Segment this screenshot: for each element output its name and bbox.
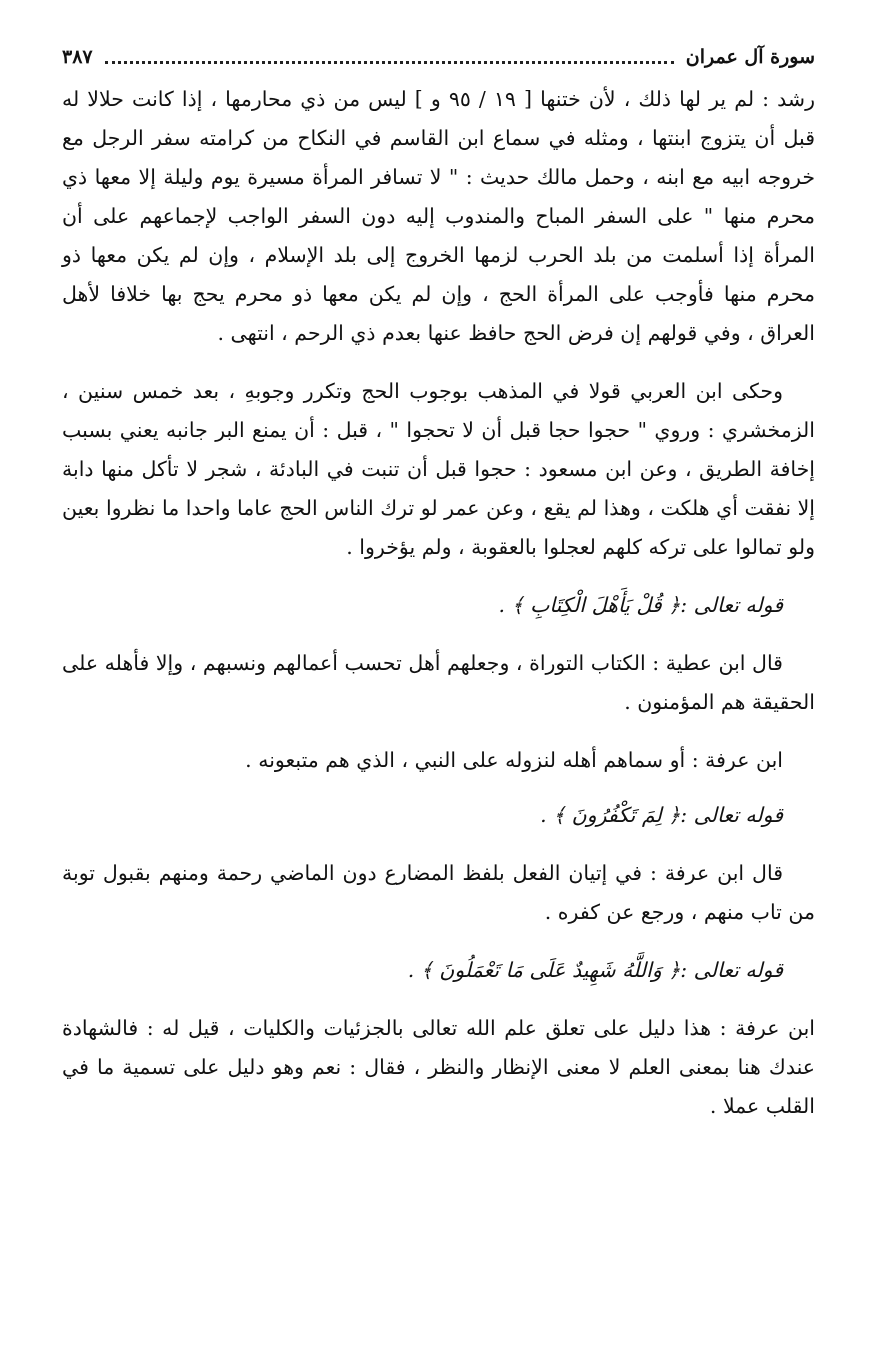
verse-heading-wallahu-shahid: قوله تعالى :﴿ وَاللَّهُ شَهِيدٌ عَلَى مَا تَعْمَلُونَ ﴾ . xyxy=(407,958,783,982)
header-dot-leader xyxy=(105,51,674,64)
verse-heading-lima-takfurun: قوله تعالى :﴿ لِمَ تَكْفُرُونَ ﴾ . xyxy=(540,803,783,827)
page-number: ٣٨٧ xyxy=(62,46,93,68)
paragraph-rushd-quote: رشد : لم ير لها ذلك ، لأن ختنها [ ١٩ / ٩٥ و ] ليس من ذي محارمها ، إذا كانت حلالا له قبل أن يتزوج ابنتها ، ومثله في سماع ابن القاسم في النكاح من كرامته سفر الرجل مع خروجه ابيه مع ابنه ، وحمل مالك حديث : " لا تسافر المرأة مسيرة يوم وليلة إلا معها ذي محرم منها " على السفر المباح والمندوب إليه دون السفر الواجب لإجماعهم على أن المرأة إذا أسلمت من بلد الحرب لزمها الخروج إلى بلد الإسلام ، وإن لم يكن معها ذو محرم منها فأوجب على المرأة الحج ، وإن لم يكن معها ذو محرم يحج بها خلافا لأهل العراق ، وفي قولهم إن فرض الحج حافظ عنها بعدم ذي الرحم ، انتهى . xyxy=(62,87,815,345)
paragraph-ibn-arafa-3: ابن عرفة : هذا دليل على تعلق علم الله تعالى بالجزئيات والكليات ، قيل له : فالشهادة عندك هنا بمعنى العلم لا معنى الإنظار والنظر ، فقال : نعم وهو دليل على تسمية ما في القلب عملا . xyxy=(62,1016,815,1118)
running-header xyxy=(62,40,815,74)
paragraph-gap xyxy=(62,722,815,741)
paragraph-gap xyxy=(62,353,815,372)
paragraph-gap xyxy=(62,835,815,854)
verse-heading-ahl-al-kitab: قوله تعالى :﴿ قُلْ يَأَهْلَ الْكِتَابِ ﴾ . xyxy=(498,593,783,617)
paragraph-gap xyxy=(62,625,815,644)
surah-title: سورة آل عمران xyxy=(685,46,815,68)
paragraph-ibn-arabi: وحكى ابن العربي قولا في المذهب بوجوب الحج وتكرر وجوبهِ ، بعد خمس سنين ، الزمخشري : وروي " حجوا حجا قبل أن لا تحجوا " ، قبل : أن يمنع البر جانبه يعني بسبب إخافة الطريق ، وعن ابن مسعود : حجوا قبل أن تنبت في البادئة ، شجر لا تأكل منها دابة إلا نفقت أي هلكت ، وهذا لم يقع ، وعن عمر لو ترك الناس الحج عاما واحدا ما نظروا بعين ولو تمالوا على تركه كلهم لعجلوا بالعقوبة ، ولم يؤخروا . xyxy=(62,379,815,559)
paragraph-ibn-atiyya: قال ابن عطية : الكتاب التوراة ، وجعلهم أهل تحسب أعمالهم ونسبهم ، وإلا فأهله على الحقيقة هم المؤمنون . xyxy=(62,651,815,714)
paragraph-gap xyxy=(62,990,815,1009)
paragraph-gap xyxy=(62,567,815,586)
paragraph-ibn-arafa-2: قال ابن عرفة : في إتيان الفعل بلفظ المضارع دون الماضي رحمة ومنهم بقبول توبة من تاب منهم ، ورجع عن كفره . xyxy=(62,861,815,924)
paragraph-ibn-arafa-1: ابن عرفة : أو سماهم أهله لنزوله على النبي ، الذي هم متبعونه . xyxy=(245,748,783,772)
paragraph-gap xyxy=(62,932,815,951)
paragraph-gap xyxy=(62,780,815,796)
